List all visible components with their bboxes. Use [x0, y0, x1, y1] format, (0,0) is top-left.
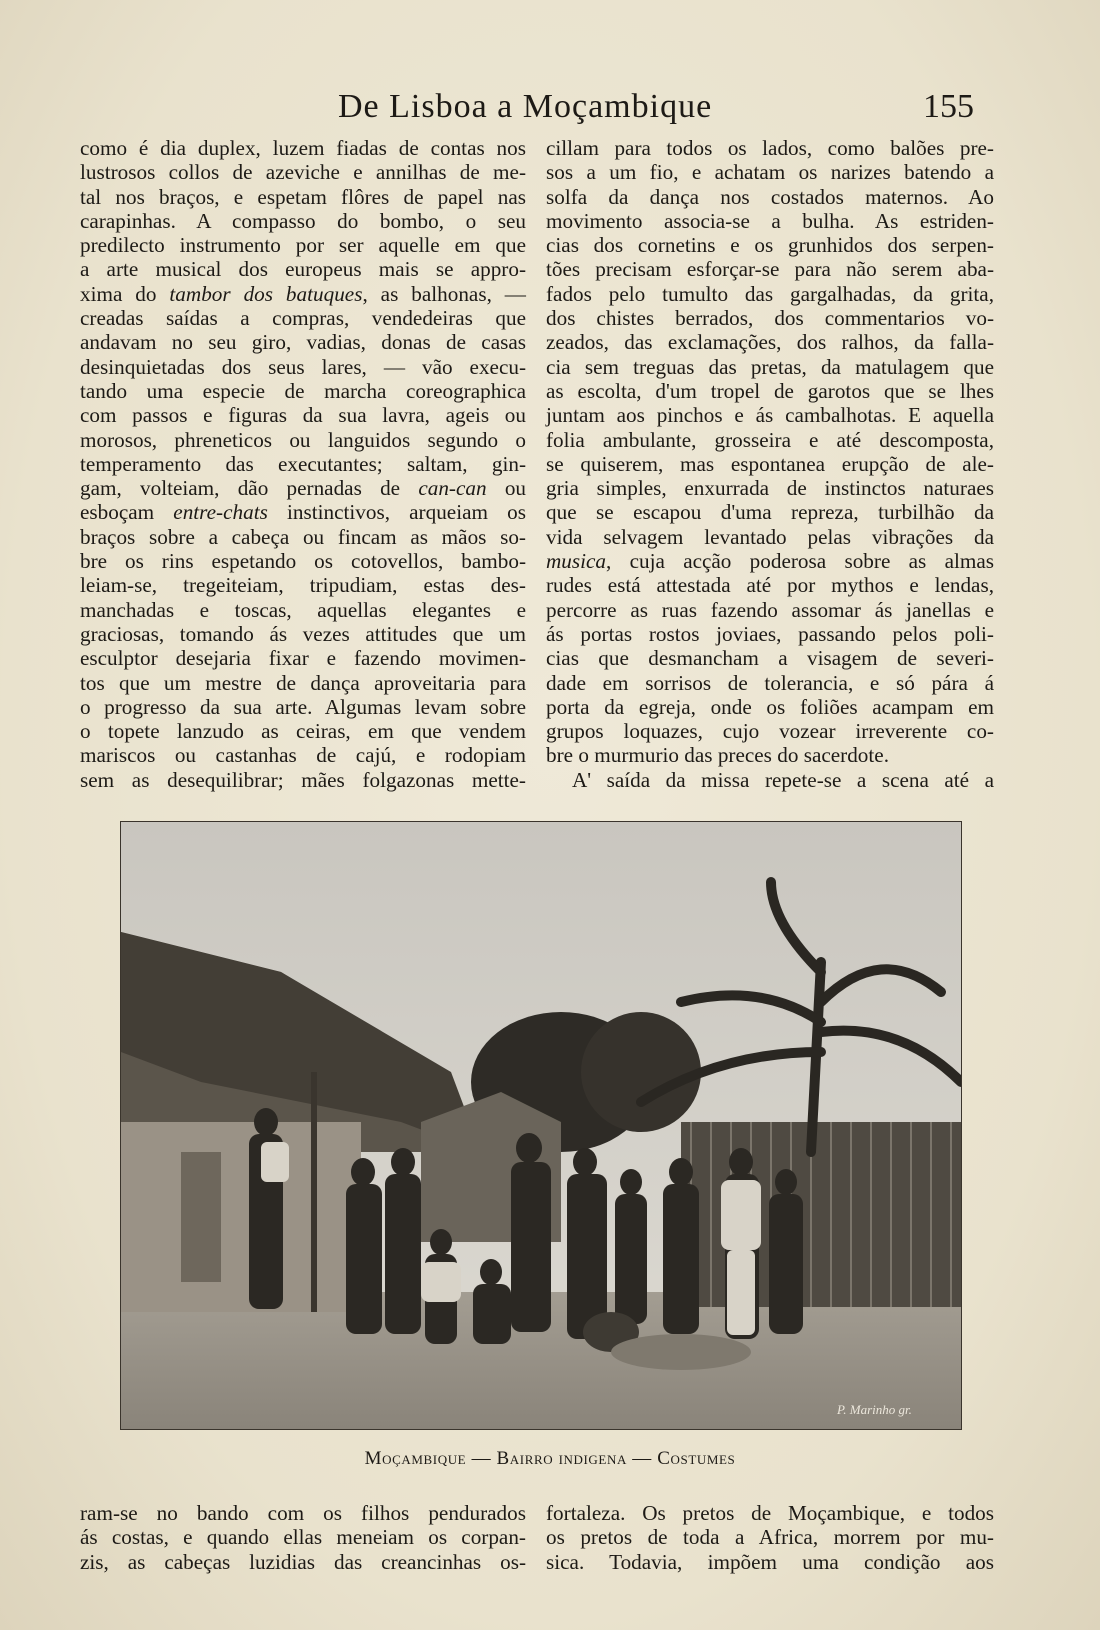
- text-line: com passos e figuras da sua lavra, ageis ou: [80, 403, 526, 428]
- page-header: [80, 88, 980, 132]
- text-line: que se escapou d'uma repreza, turbilhão da: [546, 500, 994, 525]
- engraver-signature: P. Marinho gr.: [837, 1402, 912, 1417]
- text-line: tos que um mestre de dança aproveitaria para: [80, 670, 526, 695]
- text-line: manchadas e toscas, aquellas elegantes e: [80, 597, 526, 622]
- text-line: bre os rins espetando os cotovellos, bambo-: [80, 549, 526, 574]
- text-line: esculptor desejaria fixar e fazendo movimen-: [80, 646, 526, 671]
- text-line: dos chistes berrados, dos commentarios vo-: [546, 306, 994, 331]
- photograph-mozambique-village: [120, 821, 962, 1430]
- text-line: ás portas rostos joviaes, passando pelos poli-: [546, 621, 994, 646]
- text-line: os pretos de toda a Africa, morrem por mu-: [546, 1525, 994, 1550]
- text-line: juntam aos pinchos e ás cambalhotas. E aquella: [546, 403, 994, 428]
- text-line: leiam-se, tregeiteiam, tripudiam, estas des-: [80, 573, 526, 598]
- text-line: se quiserem, mas espontanea erupção de ale-: [546, 451, 994, 476]
- text-line: porta da egreja, onde os foliões acampam em: [546, 694, 994, 719]
- text-line: ás costas, e quando ellas meneiam os corpan-: [80, 1525, 526, 1550]
- text-line: a arte musical dos europeus mais se appro-: [80, 257, 526, 282]
- text-line: predilecto instrumento por ser aquelle em que: [80, 233, 526, 258]
- text-line: percorre as ruas fazendo assomar ás janellas e: [546, 597, 994, 622]
- text-line: movimento associa-se a bulha. As estriden-: [546, 208, 994, 233]
- text-line: gam, volteiam, dão pernadas de can-can ou: [80, 476, 527, 501]
- bottom-left-text-column: [80, 1501, 526, 1574]
- text-line: tal nos braços, e espetam flôres de papel nas: [80, 184, 526, 209]
- text-line: rudes está attestada até por mythos e lendas,: [546, 573, 994, 598]
- text-line: solfa da dança nos costados maternos. Ao: [546, 184, 994, 209]
- text-line: cillam para todos os lados, como balões pre-: [546, 136, 994, 160]
- text-line: cia sem treguas das pretas, da matulagem que: [546, 354, 994, 379]
- text-line: A' saída da missa repete-se a scena até a: [572, 767, 994, 792]
- text-line: cias que desmancham a visagem de severi-: [546, 646, 994, 671]
- text-line: folia ambulante, grosseira e até descomposta,: [546, 427, 994, 452]
- text-line: tando uma especie de marcha coreographica: [80, 378, 526, 403]
- text-line: ram-se no bando com os filhos pendurados: [80, 1501, 526, 1525]
- text-line: mariscos ou castanhas de cajú, e rodopiam: [80, 743, 526, 768]
- text-line: braços sobre a cabeça ou fincam as mãos so-: [80, 524, 526, 549]
- text-line: desinquietadas dos seus lares, — vão execu-: [80, 354, 526, 379]
- right-text-column: [546, 136, 994, 792]
- text-line: dade em sorrisos de tolerancia, e só pára á: [546, 670, 994, 695]
- text-line: lustrosos collos de azeviche e annilhas de me-: [80, 160, 526, 185]
- text-line: morosos, phreneticos ou languidos segundo o: [80, 427, 526, 452]
- text-line: bre o murmurio das preces do sacerdote.: [546, 743, 889, 768]
- text-line: musica, cuja acção poderosa sobre as almas: [546, 549, 994, 574]
- photo-caption: Moçambique — Bairro indigena — Costumes: [364, 1448, 736, 1469]
- text-line: o topete lanzudo as ceiras, em que vendem: [80, 719, 526, 744]
- text-line: temperamento das executantes; saltam, gin-: [80, 451, 526, 476]
- running-title: De Lisboa a Moçambique: [338, 88, 713, 125]
- text-line: creadas saídas a compras, vendedeiras que: [80, 306, 526, 331]
- text-line: carapinhas. A compasso do bombo, o seu: [80, 208, 526, 233]
- text-line: o progresso da sua arte. Algumas levam sobre: [80, 694, 526, 719]
- text-line: grupos loquazes, cujo vozear irreverente co-: [546, 719, 994, 744]
- text-line: sem as desequilibrar; mães folgazonas mette-: [80, 767, 526, 792]
- text-line: cias dos cornetins e os grunhidos dos serpen-: [546, 233, 994, 258]
- text-line: as escolta, d'um tropel de garotos que se lhes: [546, 378, 994, 403]
- text-line: sos a um fio, e achatam os narizes batendo a: [546, 160, 994, 185]
- text-line: zeados, das exclamações, dos ralhos, da falla-: [546, 330, 994, 355]
- bottom-right-text-column: [546, 1501, 994, 1574]
- text-line: sica. Todavia, impõem uma condição aos: [546, 1549, 994, 1574]
- text-line: esboçam entre-chats instinctivos, arqueiam os: [80, 500, 526, 525]
- text-line: gria simples, enxurrada de instinctos naturaes: [546, 476, 994, 501]
- text-line: xima do tambor dos batuques, as balhonas, —: [80, 281, 526, 306]
- left-text-column: [80, 136, 526, 792]
- photo-illustration: [121, 822, 961, 1429]
- text-line: tões precisam esforçar-se para não serem aba-: [546, 257, 994, 282]
- page-number: 155: [923, 88, 974, 125]
- text-line: andavam no seu giro, vadias, donas de casas: [80, 330, 526, 355]
- text-line: graciosas, tomando ás vezes attitudes que um: [80, 621, 526, 646]
- text-line: como é dia duplex, luzem fiadas de contas nos: [80, 136, 526, 160]
- text-line: zis, as cabeças luzidias das creancinhas os-: [80, 1549, 526, 1574]
- text-line: fortaleza. Os pretos de Moçambique, e todos: [546, 1501, 994, 1525]
- text-line: vida selvagem levantado pelas vibrações da: [546, 524, 994, 549]
- text-line: fados pelo tumulto das gargalhadas, da grita,: [546, 281, 994, 306]
